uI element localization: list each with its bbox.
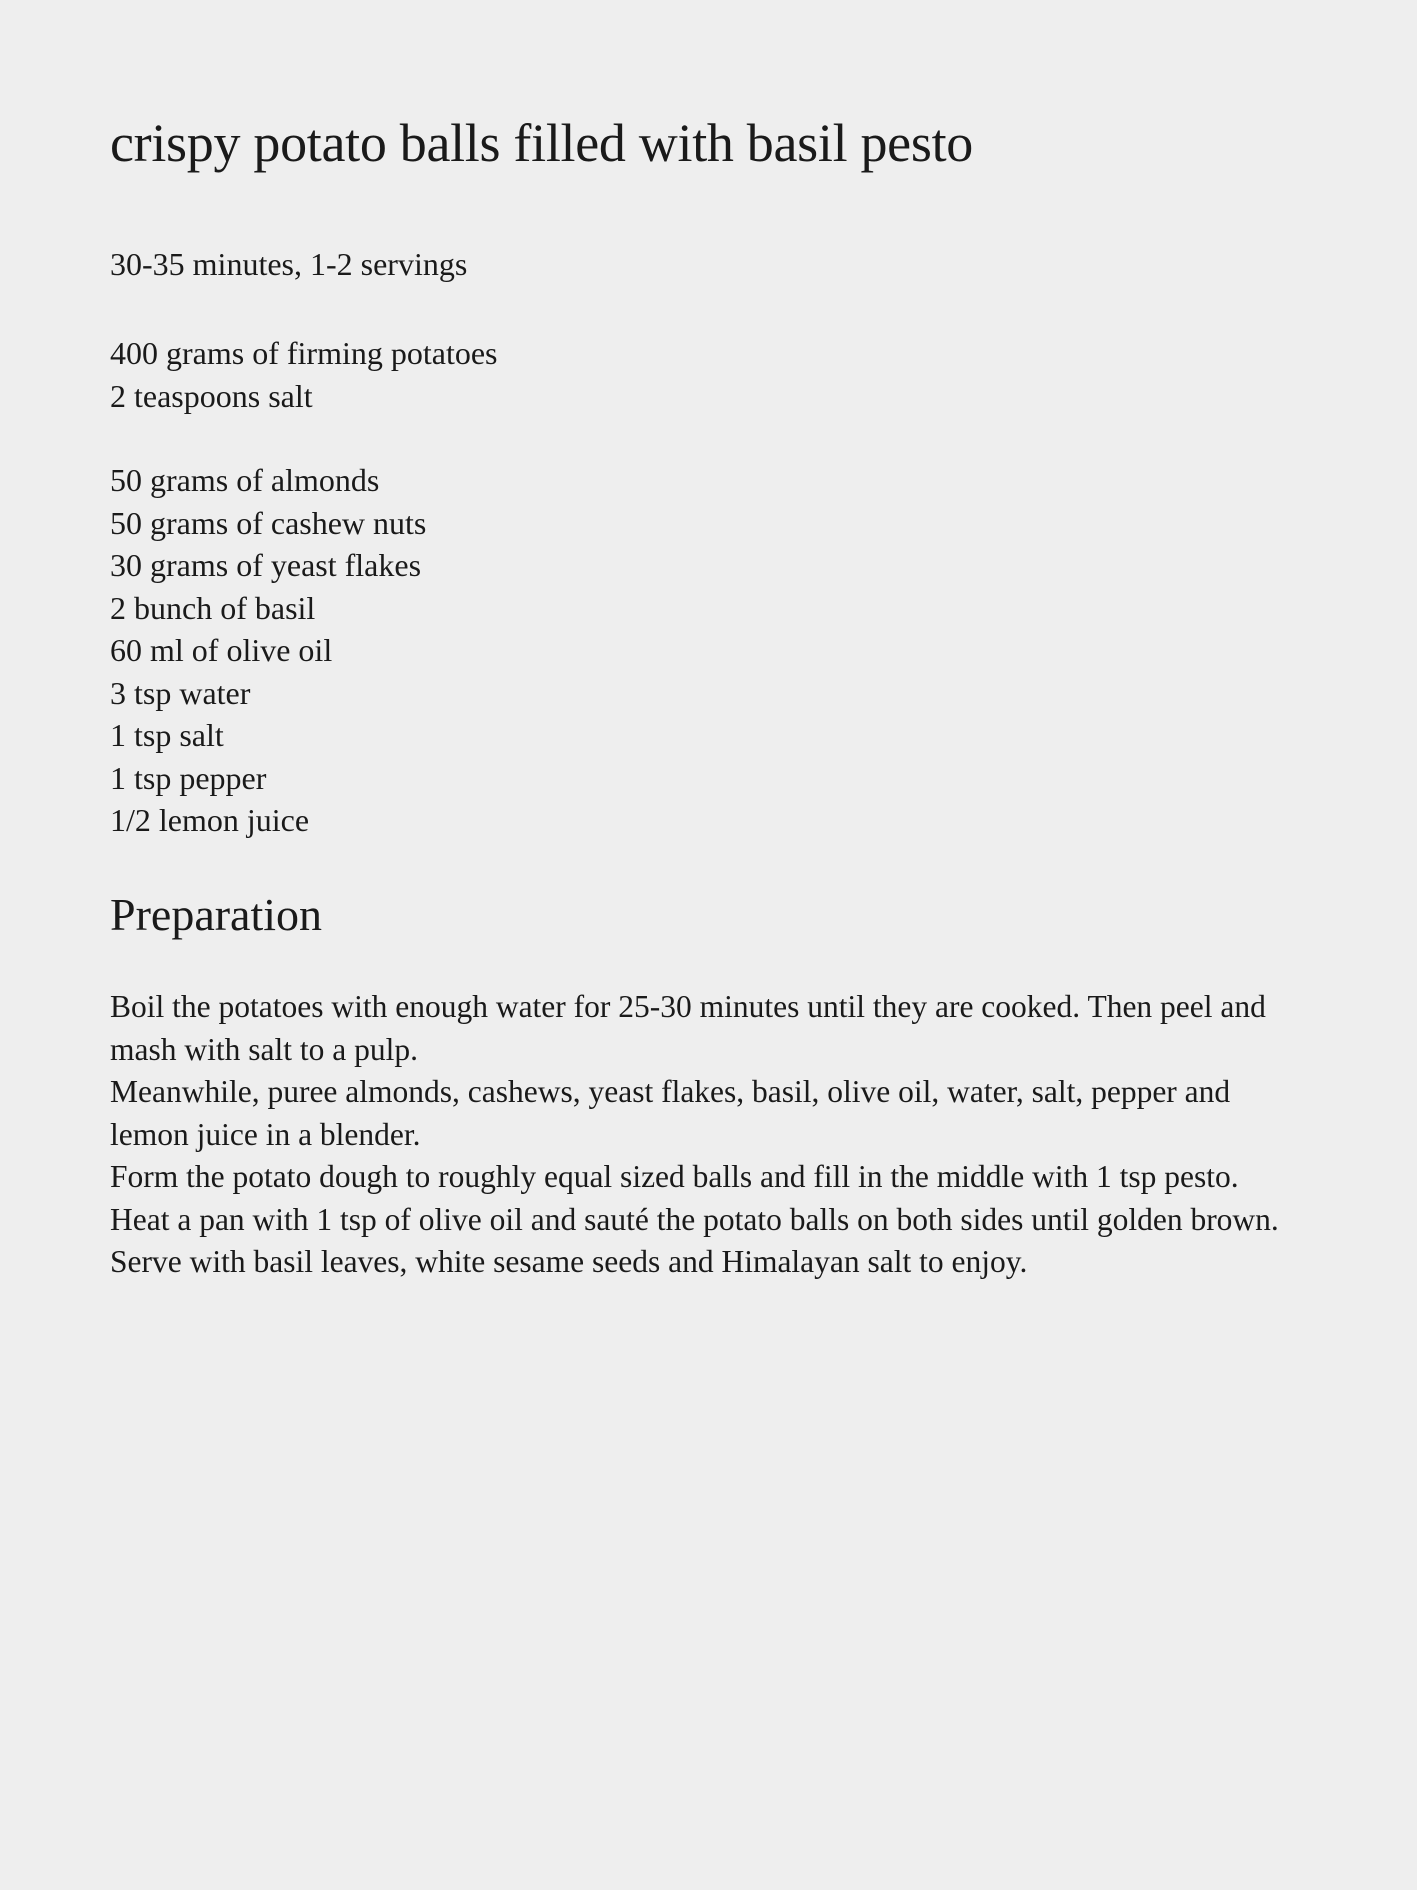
ingredient-item: 400 grams of firming potatoes <box>110 335 498 371</box>
preparation-step: Serve with basil leaves, white sesame seeds and Himalayan salt to enjoy. <box>110 1244 1028 1279</box>
ingredient-item: 50 grams of almonds <box>110 462 380 498</box>
preparation-step: Meanwhile, puree almonds, cashews, yeast flakes, basil, olive oil, water, salt, pepper and lemon juice in a blender. <box>110 1074 1231 1152</box>
preparation-step: Form the potato dough to roughly equal sized balls and fill in the middle with 1 tsp pesto. <box>110 1159 1239 1194</box>
ingredient-item: 1 tsp salt <box>110 717 224 753</box>
ingredient-list-potatoes <box>110 332 497 417</box>
preparation-step: Boil the potatoes with enough water for 25-30 minutes until they are cooked. Then peel and mash with salt to a pulp. <box>110 989 1266 1067</box>
ingredient-item: 1 tsp pepper <box>110 759 267 796</box>
ingredient-list-pesto <box>110 459 426 842</box>
recipe-time-servings: 30-35 minutes, 1-2 servings <box>110 246 468 282</box>
preparation-step: Heat a pan with 1 tsp of olive oil and sauté the potato balls on both sides until golden brown. <box>110 1201 1279 1237</box>
ingredient-item: 2 teaspoons salt <box>110 377 313 414</box>
ingredient-item: 1/2 lemon juice <box>110 802 310 838</box>
ingredient-item: 30 grams of yeast flakes <box>110 547 422 583</box>
ingredient-item: 2 bunch of basil <box>110 589 316 626</box>
preparation-steps <box>110 986 1300 1284</box>
ingredient-item: 60 ml of olive oil <box>110 632 333 668</box>
ingredient-item: 3 tsp water <box>110 674 251 711</box>
preparation-heading: Preparation <box>110 889 323 940</box>
recipe-title: crispy potato balls filled with basil pesto <box>110 113 973 173</box>
ingredient-item: 50 grams of cashew nuts <box>110 504 427 541</box>
